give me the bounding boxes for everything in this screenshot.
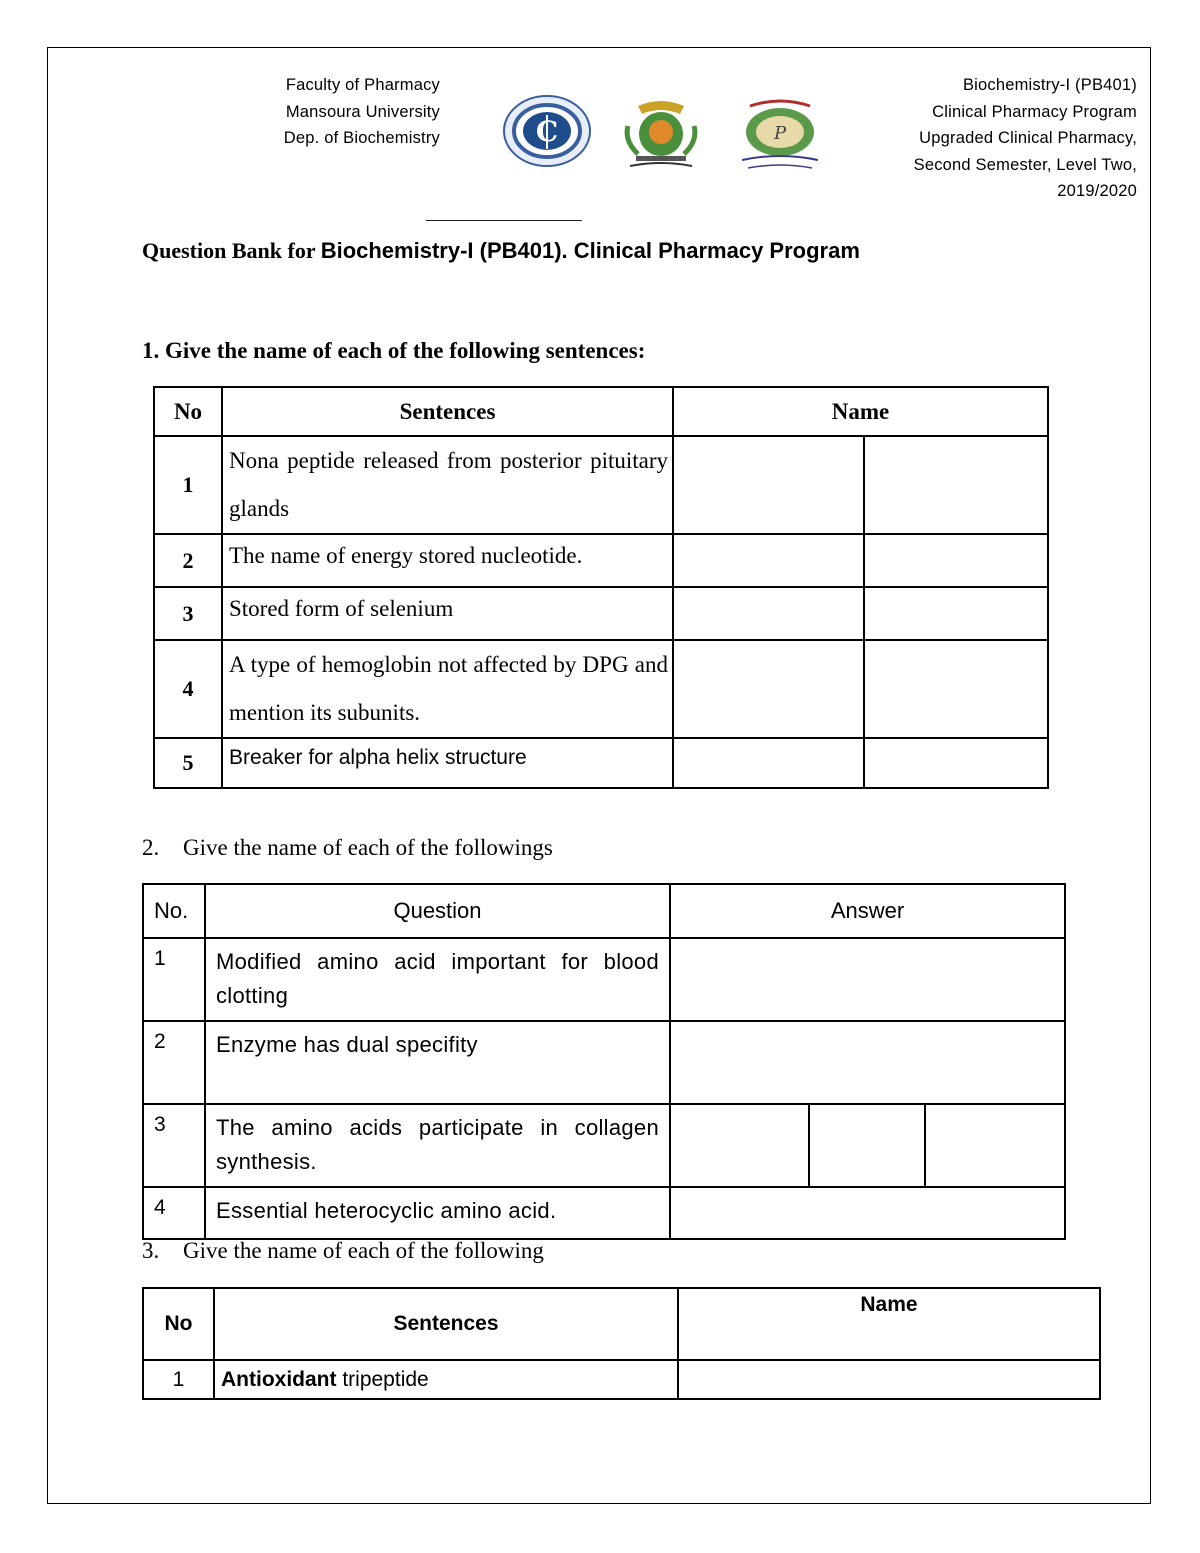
table-row [154, 738, 1048, 788]
page-title [142, 238, 860, 264]
row-sentence: Nona peptide released from posterior pituitary glands [222, 436, 673, 534]
answer-cell[interactable] [673, 640, 864, 738]
answer-cell[interactable] [925, 1104, 1065, 1187]
header-course: Biochemistry-I (PB401) [962, 76, 1137, 94]
answer-cell[interactable] [670, 1104, 809, 1187]
answer-cell[interactable] [673, 587, 864, 640]
column-header-sentences: Sentences [222, 387, 673, 436]
row-number: 3 [154, 587, 222, 640]
table-row [143, 1021, 1065, 1104]
row-sentence: The name of energy stored nucleotide. [222, 534, 673, 587]
header-department: Dep. of Biochemistry [283, 129, 440, 147]
row-sentence: Breaker for alpha helix structure [222, 738, 673, 788]
table-row [143, 1104, 1065, 1187]
header-program: Clinical Pharmacy Program [932, 102, 1137, 121]
header-year: 2019/2020 [1057, 182, 1137, 200]
row-number: 3 [143, 1104, 205, 1187]
header-faculty: Faculty of Pharmacy [285, 76, 440, 94]
section3-heading [142, 1238, 544, 1264]
header-upgraded: Upgraded Clinical Pharmacy, [919, 129, 1137, 147]
answer-cell[interactable] [673, 738, 864, 788]
row-number: 2 [154, 534, 222, 587]
row-question: Modified amino acid important for blood clotting [205, 938, 670, 1021]
answer-cell[interactable] [864, 534, 1048, 587]
table-row [154, 534, 1048, 587]
caduceus-seal-icon [502, 95, 592, 167]
answer-cell[interactable] [670, 938, 1065, 1021]
header-right [820, 72, 1137, 205]
column-header-name: Name [673, 387, 1048, 436]
column-header-no: No. [143, 884, 205, 938]
table-row [143, 1187, 1065, 1239]
section1-table [153, 386, 1049, 789]
section3-heading-text: Give the name of each of the following [183, 1238, 544, 1263]
title-sans-part: Biochemistry-I (PB401). Clinical Pharmacy Program [320, 238, 860, 263]
header-semester: Second Semester, Level Two, [913, 155, 1137, 174]
table-row [154, 436, 1048, 534]
section2-table [142, 883, 1066, 1240]
table-header-row [154, 387, 1048, 436]
table-row [143, 938, 1065, 1021]
column-header-answer: Answer [670, 884, 1065, 938]
answer-cell[interactable] [809, 1104, 925, 1187]
table-header-row [143, 884, 1065, 938]
row-question: Enzyme has dual specifity [205, 1021, 670, 1104]
row-number: 5 [154, 738, 222, 788]
column-header-question: Question [205, 884, 670, 938]
pharmacy-faculty-emblem-icon [732, 96, 828, 172]
answer-cell[interactable] [864, 587, 1048, 640]
svg-text:P: P [773, 123, 787, 144]
answer-cell[interactable] [673, 436, 864, 534]
header-university: Mansoura University [285, 102, 440, 121]
table-row [154, 587, 1048, 640]
section3-number: 3. [142, 1238, 160, 1263]
header-left [240, 72, 440, 152]
table-row [154, 640, 1048, 738]
answer-cell[interactable] [864, 738, 1048, 788]
header-divider: ____________________ [426, 205, 582, 221]
mansoura-university-emblem-icon [618, 96, 704, 172]
answer-cell[interactable] [670, 1021, 1065, 1104]
answer-cell[interactable] [670, 1187, 1065, 1239]
row-question: Essential heterocyclic amino acid. [205, 1187, 670, 1239]
section2-heading [142, 835, 553, 861]
row-sentence [214, 1360, 678, 1399]
section3-table [142, 1287, 1101, 1400]
answer-cell[interactable] [864, 640, 1048, 738]
column-header-name: Name [678, 1288, 1100, 1360]
row-sentence-bold: Antioxidant [221, 1367, 337, 1391]
row-number: 1 [143, 938, 205, 1021]
answer-cell[interactable] [678, 1360, 1100, 1399]
row-number: 1 [143, 1360, 214, 1399]
section1-heading: 1. Give the name of each of the following sentences: [142, 338, 646, 363]
row-question: The amino acids participate in collagen synthesis. [205, 1104, 670, 1187]
row-number: 4 [143, 1187, 205, 1239]
column-header-no: No [143, 1288, 214, 1360]
row-number: 4 [154, 640, 222, 738]
section2-number: 2. [142, 835, 160, 860]
row-sentence-rest: tripeptide [336, 1367, 429, 1391]
answer-cell[interactable] [864, 436, 1048, 534]
answer-cell[interactable] [673, 534, 864, 587]
title-serif-part: Question Bank for [142, 238, 321, 263]
column-header-sentences: Sentences [214, 1288, 678, 1360]
svg-text:C: C [535, 115, 559, 148]
row-number: 2 [143, 1021, 205, 1104]
table-row [143, 1360, 1100, 1399]
column-header-no: No [154, 387, 222, 436]
table-header-row [143, 1288, 1100, 1360]
section2-heading-text: Give the name of each of the followings [183, 835, 553, 860]
row-sentence: A type of hemoglobin not affected by DPG and mention its subunits. [222, 640, 673, 738]
row-number: 1 [154, 436, 222, 534]
row-sentence: Stored form of selenium [222, 587, 673, 640]
